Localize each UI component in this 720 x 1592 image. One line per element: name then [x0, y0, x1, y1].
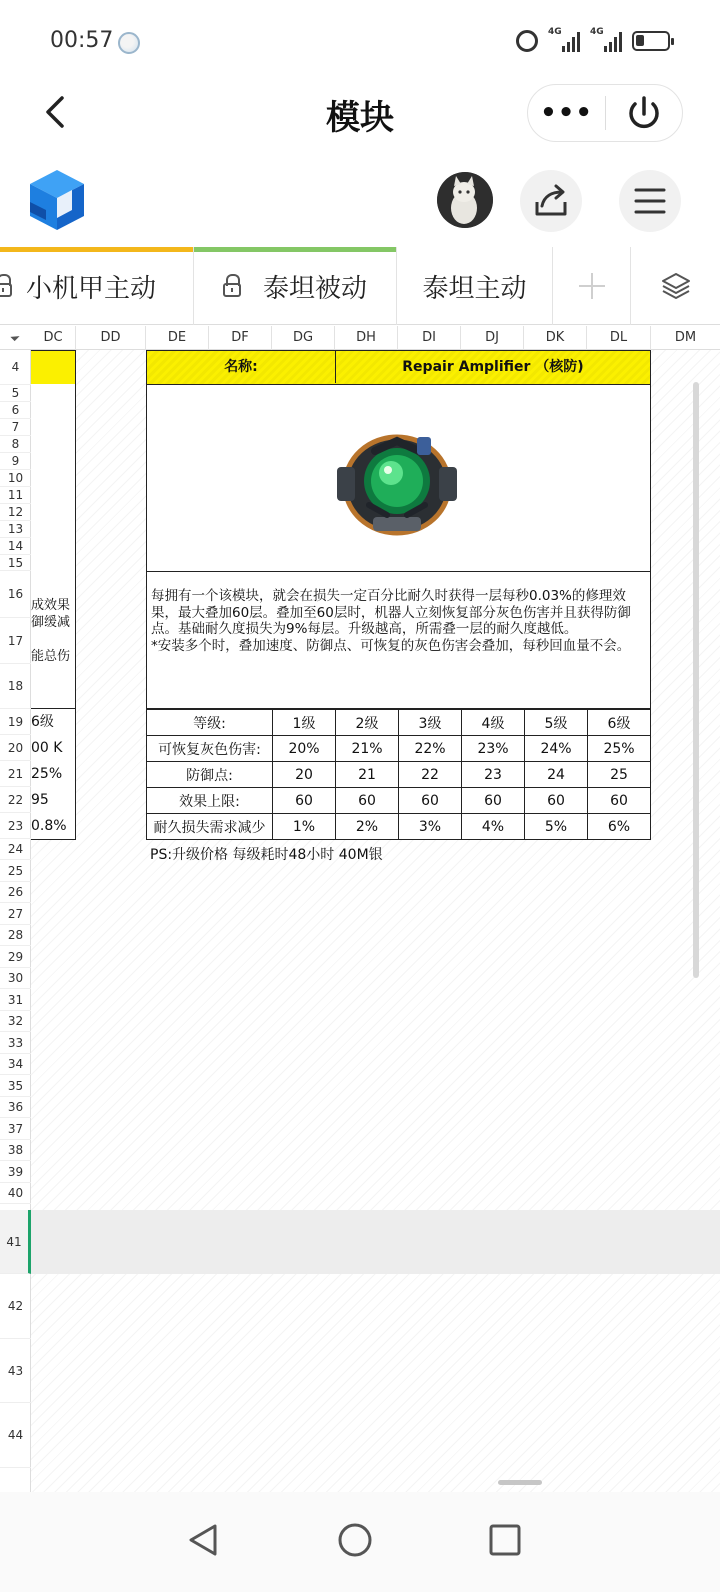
module-description-note: *安装多个时，叠加速度、防御点、可恢复的灰色伤害会叠加，每秒回血量不会。 — [151, 637, 631, 654]
row-header — [0, 350, 31, 1492]
table-row — [147, 762, 651, 788]
row-header-cell[interactable]: 29 — [0, 946, 31, 968]
table-row — [147, 788, 651, 814]
ps-note-cell[interactable]: PS:升级价格 每级耗时48小时 40M银 — [150, 847, 383, 863]
table-cell[interactable]: 60 — [462, 788, 525, 814]
network-type-1: 4G — [548, 27, 562, 37]
add-sheet-button[interactable] — [553, 247, 631, 325]
tab-sheet-2[interactable] — [194, 247, 397, 325]
left-desc-line: 成效果 — [31, 598, 71, 613]
repair-amplifier-module-image — [147, 385, 652, 573]
alarm-icon — [516, 30, 538, 52]
column-header-cell[interactable]: DG — [272, 326, 335, 350]
nav-home-icon — [327, 1512, 383, 1568]
lock-icon — [0, 283, 12, 297]
sheet-list-button[interactable] — [631, 247, 720, 325]
row-header-cell[interactable]: 36 — [0, 1097, 31, 1118]
moon-icon — [118, 32, 140, 54]
table-cell[interactable]: 耐久损失需求减少 — [147, 814, 273, 840]
table-cell[interactable]: 24 — [525, 762, 588, 788]
tab-color-bar — [0, 247, 193, 252]
left-desc-cell[interactable] — [31, 571, 76, 709]
table-cell[interactable]: 3% — [399, 814, 462, 840]
table-cell[interactable]: 1% — [273, 814, 336, 840]
left-value-cell[interactable]: 0.8% — [31, 813, 76, 840]
row-header-cell[interactable]: 10 — [0, 470, 31, 487]
table-cell[interactable]: 22% — [399, 736, 462, 762]
table-cell[interactable]: 等级: — [147, 710, 273, 736]
title-bar — [0, 82, 720, 144]
tab-sheet-3[interactable] — [397, 247, 553, 325]
table-cell[interactable]: 6级 — [588, 710, 651, 736]
plus-icon — [576, 270, 608, 302]
name-value-cell[interactable]: Repair Amplifier （核防) — [402, 359, 584, 375]
row-header-cell[interactable]: 13 — [0, 521, 31, 538]
row-header-cell[interactable]: 34 — [0, 1054, 31, 1075]
table-cell[interactable]: 1级 — [273, 710, 336, 736]
table-cell[interactable]: 20 — [273, 762, 336, 788]
column-header-cell[interactable]: DD — [76, 326, 146, 350]
table-cell[interactable]: 60 — [336, 788, 399, 814]
row-header-cell[interactable]: 23 — [0, 813, 31, 839]
column-header-cell[interactable]: DH — [335, 326, 398, 350]
table-cell[interactable]: 2% — [336, 814, 399, 840]
table-cell[interactable]: 2级 — [336, 710, 399, 736]
table-cell[interactable]: 6% — [588, 814, 651, 840]
tab-sheet-1[interactable] — [0, 247, 194, 325]
table-cell[interactable]: 3级 — [399, 710, 462, 736]
left-value-cell[interactable]: 95 — [31, 787, 76, 814]
column-header-cell[interactable]: DI — [398, 326, 461, 350]
row-header-cell[interactable]: 30 — [0, 968, 31, 989]
horizontal-scroll-indicator[interactable] — [498, 1480, 542, 1485]
table-cell[interactable]: 5% — [525, 814, 588, 840]
row-header-cell[interactable]: 31 — [0, 989, 31, 1011]
row-header-cell[interactable]: 43 — [0, 1339, 31, 1403]
close-program-button[interactable] — [606, 84, 682, 142]
column-header-cell[interactable]: DK — [524, 326, 587, 350]
row-header-cell[interactable]: 6 — [0, 402, 31, 419]
hamburger-menu-icon — [619, 170, 681, 232]
table-cell[interactable]: 24% — [525, 736, 588, 762]
nav-back-icon — [175, 1512, 231, 1568]
table-cell[interactable]: 4% — [462, 814, 525, 840]
table-row — [147, 710, 651, 736]
power-icon — [606, 84, 682, 142]
mini-program-capsule — [527, 84, 683, 142]
row-header-cell[interactable]: 20 — [0, 735, 31, 761]
column-header — [0, 326, 720, 350]
row-header-cell[interactable]: 37 — [0, 1118, 31, 1140]
layers-icon — [660, 270, 692, 302]
left-desc-line — [31, 631, 75, 648]
row-header-cell[interactable]: 5 — [0, 385, 31, 402]
menu-button[interactable] — [619, 170, 681, 232]
spreadsheet-grid[interactable] — [0, 326, 720, 1492]
left-desc-line: 御缓减 — [31, 615, 71, 630]
table-cell[interactable]: 60 — [273, 788, 336, 814]
module-description-cell[interactable] — [146, 571, 651, 709]
vertical-scrollbar[interactable] — [693, 382, 699, 978]
row-header-cell[interactable]: 26 — [0, 882, 31, 903]
table-cell[interactable]: 60 — [399, 788, 462, 814]
left-value-cell[interactable]: 6级 — [31, 709, 76, 736]
row-header-cell[interactable]: 27 — [0, 903, 31, 925]
left-desc-line: 能总伤 — [31, 649, 71, 664]
row-header-cell[interactable]: 21 — [0, 761, 31, 787]
column-header-cell[interactable]: DJ — [461, 326, 524, 350]
row-header-cell[interactable]: 9 — [0, 453, 31, 470]
table-cell[interactable]: 20% — [273, 736, 336, 762]
system-nav-bar — [0, 1492, 720, 1592]
table-cell[interactable]: 22 — [399, 762, 462, 788]
module-description: 每拥有一个该模块，就会在损失一定百分比耐久时获得一层每秒0.03%的修理效果，最大叠加60层。叠加至60层时，机器人立刻恢复部分灰色伤害并且获得防御点。基础耐久度损失为9%每层。升级越高，所需叠一层的耐久度越低。 — [151, 588, 631, 637]
table-cell[interactable]: 防御点: — [147, 762, 273, 788]
app-cube-logo-icon — [28, 168, 86, 232]
table-cell[interactable]: 21 — [336, 762, 399, 788]
tab-label: 泰坦被动 — [262, 273, 367, 304]
left-image-cell[interactable] — [31, 384, 76, 572]
nav-recents-button[interactable] — [477, 1512, 533, 1568]
row-header-cell[interactable]: 25 — [0, 860, 31, 882]
table-cell[interactable]: 21% — [336, 736, 399, 762]
row-header-cell[interactable]: 28 — [0, 925, 31, 946]
row-header-cell[interactable]: 7 — [0, 419, 31, 436]
tab-label: 小机甲主动 — [26, 273, 157, 304]
tab-color-bar — [194, 247, 396, 252]
column-header-cell[interactable]: DC — [31, 326, 76, 350]
table-cell[interactable]: 60 — [525, 788, 588, 814]
table-row — [147, 736, 651, 762]
table-cell[interactable]: 23 — [462, 762, 525, 788]
signal-icon — [548, 27, 580, 52]
name-label-cell[interactable]: 名称: — [147, 351, 336, 383]
share-button[interactable] — [520, 170, 582, 232]
nav-home-button[interactable] — [327, 1512, 383, 1568]
column-header-cell[interactable]: DF — [209, 326, 272, 350]
row-header-cell[interactable]: 44 — [0, 1403, 31, 1468]
level-stats-table — [146, 709, 651, 840]
share-icon — [520, 170, 582, 232]
left-value-cell[interactable]: 25% — [31, 761, 76, 788]
table-cell[interactable]: 5级 — [525, 710, 588, 736]
row-header-cell[interactable]: 39 — [0, 1161, 31, 1183]
row-header-cell[interactable]: 40 — [0, 1183, 31, 1204]
table-cell[interactable]: 23% — [462, 736, 525, 762]
row-header-cell[interactable]: 19 — [0, 709, 31, 735]
left-name-cell[interactable] — [31, 350, 76, 385]
select-all-corner[interactable] — [10, 332, 19, 341]
row-header-cell[interactable]: 33 — [0, 1032, 31, 1054]
row-header-cell[interactable]: 16 — [0, 571, 31, 618]
module-name-row — [146, 350, 651, 385]
status-time: 00:57 — [50, 28, 114, 53]
row-header-cell[interactable]: 24 — [0, 839, 31, 860]
row-header-cell[interactable]: 42 — [0, 1274, 31, 1339]
row-header-cell[interactable]: 17 — [0, 618, 31, 664]
row-header-cell-selected[interactable]: 41 — [0, 1210, 31, 1274]
module-image-cell[interactable] — [146, 384, 651, 572]
table-cell[interactable]: 25% — [588, 736, 651, 762]
row-header-cell[interactable]: 32 — [0, 1011, 31, 1032]
avatar[interactable] — [437, 172, 493, 228]
table-row — [147, 814, 651, 840]
row-header-cell[interactable]: 14 — [0, 538, 31, 555]
page-title: 模块 — [326, 98, 394, 138]
table-cell[interactable]: 4级 — [462, 710, 525, 736]
row-header-cell[interactable]: 15 — [0, 555, 31, 571]
row-header-cell[interactable]: 38 — [0, 1140, 31, 1161]
sheet-tabs — [0, 247, 720, 325]
network-type-2: 4G — [590, 27, 604, 37]
row-header-cell[interactable]: 22 — [0, 787, 31, 813]
signal-icon — [590, 27, 622, 52]
row-header-cell[interactable]: 11 — [0, 487, 31, 504]
nav-back-button[interactable] — [175, 1512, 231, 1568]
column-header-cell[interactable]: DM — [674, 330, 697, 345]
nav-recents-icon — [477, 1512, 533, 1568]
more-button[interactable]: ••• — [540, 98, 593, 128]
status-icons — [516, 27, 670, 52]
table-cell[interactable]: 60 — [588, 788, 651, 814]
status-bar — [0, 0, 720, 86]
column-header-cell[interactable]: DE — [146, 326, 209, 350]
row-header-cell[interactable]: 35 — [0, 1075, 31, 1097]
battery-icon — [632, 31, 670, 51]
left-value-cell[interactable]: 00 K — [31, 735, 76, 762]
row-header-cell[interactable]: 18 — [0, 664, 31, 709]
tab-label: 泰坦主动 — [422, 273, 527, 304]
table-cell[interactable]: 25 — [588, 762, 651, 788]
app-toolbar — [0, 160, 720, 244]
row-header-cell[interactable]: 4 — [0, 350, 31, 385]
table-cell[interactable]: 效果上限: — [147, 788, 273, 814]
column-header-cell[interactable]: DL — [587, 326, 651, 350]
lock-icon — [223, 283, 241, 297]
table-cell[interactable]: 可恢复灰色伤害: — [147, 736, 273, 762]
selected-row-highlight — [31, 1210, 720, 1274]
row-header-cell[interactable]: 12 — [0, 504, 31, 521]
row-header-cell[interactable]: 8 — [0, 436, 31, 453]
